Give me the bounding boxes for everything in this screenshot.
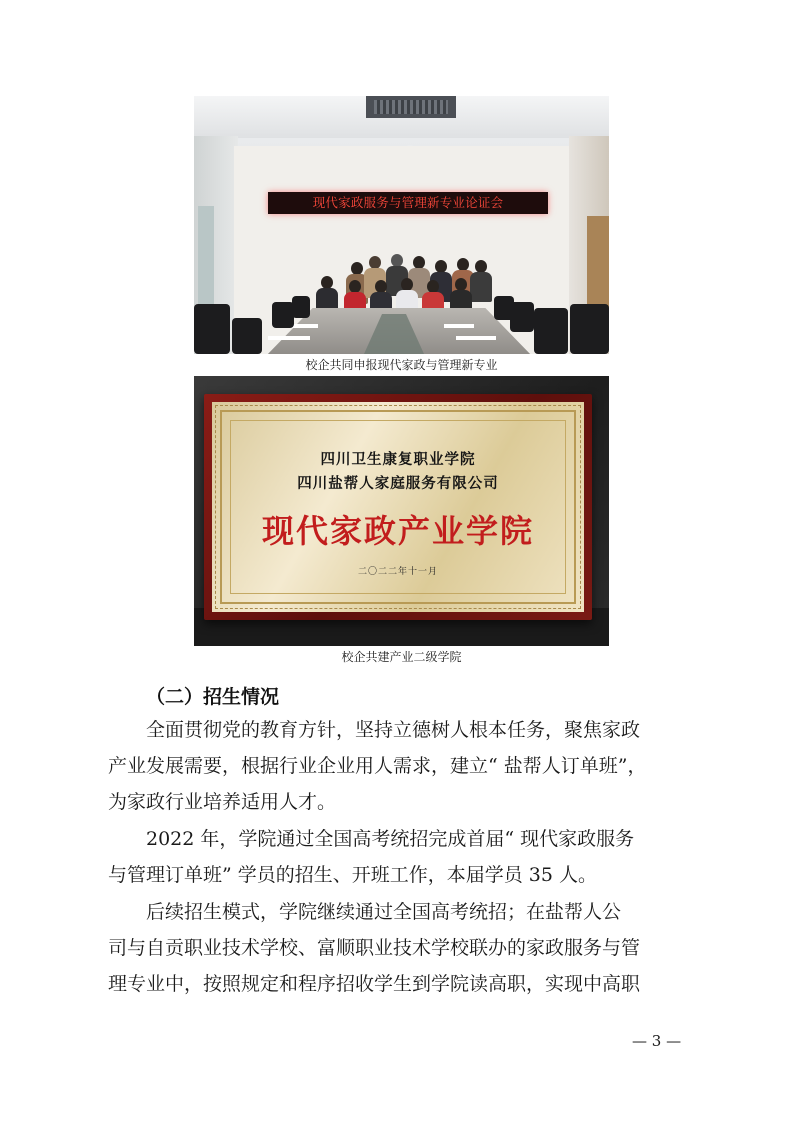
paragraph-line: 产业发展需要，根据行业企业用人需求，建立“ 盐帮人订单班”，: [108, 755, 647, 777]
meeting-photo: [194, 96, 609, 354]
figure-caption: 校企共同申报现代家政与管理新专业: [305, 358, 498, 372]
plaque-photo: [194, 376, 609, 646]
paragraph-line: 为家政行业培养适用人才。: [108, 791, 337, 813]
led-banner: [268, 192, 548, 214]
air-conditioner-grill: [374, 100, 448, 114]
figure-caption: 校企共建产业二级学院: [341, 650, 462, 664]
plaque-org-line-1: 四川卫生康复职业学院: [320, 452, 476, 468]
paragraph-line: 后续招生模式，学院继续通过全国高考统招；在盐帮人公: [146, 901, 622, 923]
paragraph-line: 与管理订单班” 学员的招生、开班工作，本届学员 35 人。: [108, 864, 598, 886]
plaque-date: 二〇二二年十一月: [357, 567, 438, 577]
chair: [232, 318, 262, 354]
paragraph-line: 司与自贡职业技术学校、富顺职业技术学校联办的家政服务与管: [108, 937, 641, 959]
window: [198, 206, 214, 316]
chair: [570, 304, 609, 354]
chair: [272, 302, 294, 328]
document-on-table: [444, 324, 474, 328]
chair: [510, 302, 534, 332]
banner-text: 现代家政服务与管理新专业论证会: [312, 195, 504, 210]
chair: [194, 304, 230, 354]
plaque-title: 现代家政产业学院: [261, 512, 534, 550]
paragraph-line: 2022 年，学院通过全国高考统招完成首届“ 现代家政服务: [146, 828, 635, 850]
section-heading: （二）招生情况: [146, 686, 280, 708]
paragraph-line: 全面贯彻党的教育方针，坚持立德树人根本任务，聚焦家政: [146, 719, 641, 741]
chair: [534, 308, 568, 354]
paragraph-line: 理专业中，按照规定和程序招收学生到学院读高职，实现中高职: [108, 973, 641, 995]
plaque-gold-panel: [212, 402, 584, 612]
plaque-org-line-2: 四川盐帮人家庭服务有限公司: [297, 476, 499, 492]
chair: [292, 296, 310, 318]
document-on-table: [268, 336, 310, 340]
plaque-frame: [204, 394, 592, 620]
document-on-table: [456, 336, 496, 340]
page-number: — 3 —: [632, 1032, 682, 1050]
